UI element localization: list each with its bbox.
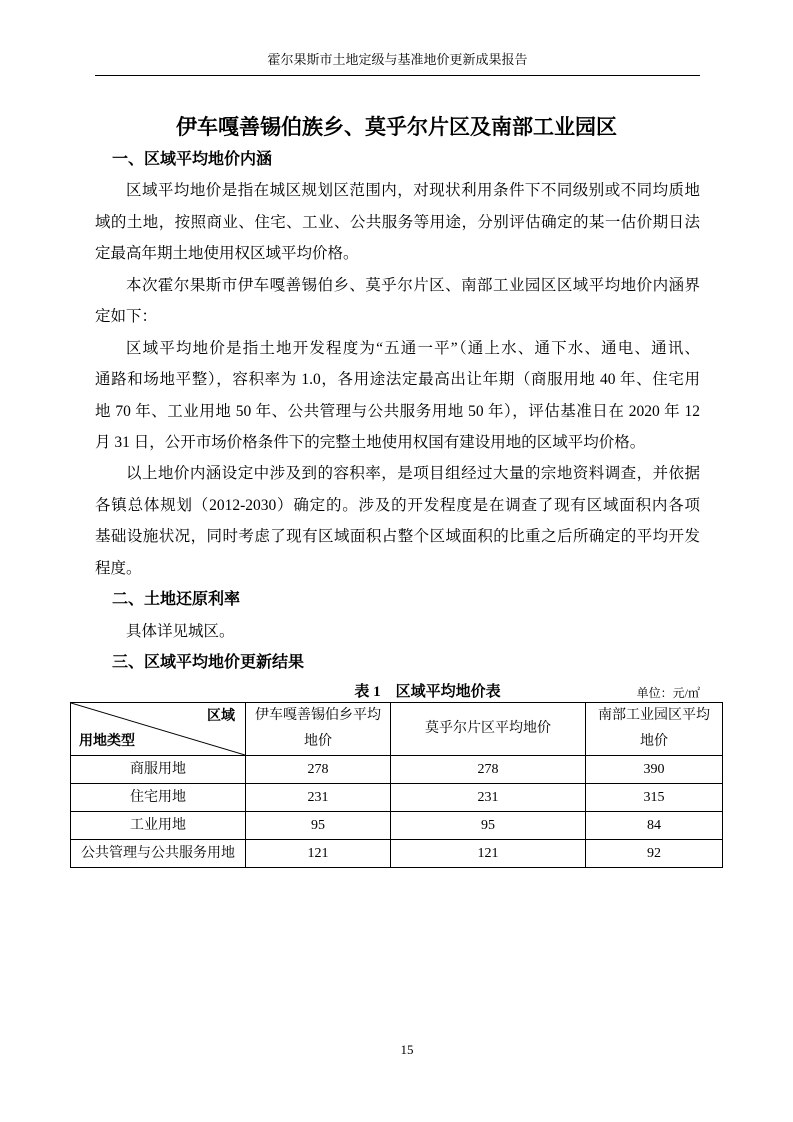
- column-header: 南部工业园区平均地价: [586, 703, 723, 756]
- price-cell: 92: [586, 840, 723, 868]
- section-heading: 二、土地还原利率: [112, 591, 241, 609]
- running-header: 霍尔果斯市土地定级与基准地价更新成果报告: [267, 52, 528, 67]
- paragraph-line: 具体详见城区。: [126, 622, 235, 640]
- price-cell: 278: [246, 756, 391, 784]
- land-use-type-cell: 住宅用地: [71, 784, 246, 812]
- price-cell: 121: [246, 840, 391, 868]
- corner-label-region: 区域: [207, 709, 235, 724]
- price-cell: 315: [586, 784, 723, 812]
- paragraph-line: 月 31 日，公开市场价格条件下的完整土地使用权国有建设用地的区域平均价格。: [95, 433, 646, 451]
- paragraph-line: 域的土地，按照商业、住宅、工业、公共服务等用途，分别评估确定的某一估价期日法: [95, 213, 700, 231]
- paragraph: [95, 616, 700, 647]
- table-corner-cell: [71, 703, 246, 756]
- paragraph-line: 定如下：: [95, 308, 158, 326]
- body-text: [95, 144, 700, 678]
- paragraph-line: 程度。: [95, 559, 142, 577]
- paragraph-line: 区域平均地价是指土地开发程度为“五通一平”（通上水、通下水、通电、通讯、: [126, 339, 700, 357]
- page-title: 伊车嘎善锡伯族乡、莫乎尔片区及南部工业园区: [176, 115, 617, 139]
- table-unit: 单位：元/㎡: [636, 686, 700, 700]
- price-cell: 390: [586, 756, 723, 784]
- price-table: [70, 702, 723, 868]
- price-cell: 231: [391, 784, 586, 812]
- paragraph-line: 本次霍尔果斯市伊车嘎善锡伯乡、莫乎尔片区、南部工业园区区域平均地价内涵界: [126, 276, 700, 294]
- paragraph: [95, 333, 700, 459]
- paragraph: [95, 175, 700, 269]
- paragraph-line: 通路和场地平整），容积率为 1.0，各用途法定最高出让年期（商服用地 40 年、住宅用: [95, 371, 700, 389]
- paragraph-line: 基础设施状况，同时考虑了现有区域面积占整个区域面积的比重之后所确定的平均开发: [95, 528, 700, 546]
- price-cell: 95: [391, 812, 586, 840]
- land-use-type-cell: 公共管理与公共服务用地: [71, 840, 246, 868]
- land-use-type-cell: 商服用地: [71, 756, 246, 784]
- paragraph-line: 区域平均地价是指在城区规划区范围内，对现状利用条件下不同级别或不同均质地: [126, 182, 700, 200]
- column-header: 伊车嘎善锡伯乡平均地价: [246, 703, 391, 756]
- table-row: [71, 840, 723, 868]
- price-cell: 84: [586, 812, 723, 840]
- land-use-type-cell: 工业用地: [71, 812, 246, 840]
- table-row: [71, 812, 723, 840]
- corner-label-land-use: 用地类型: [79, 734, 135, 749]
- section-heading: 一、区域平均地价内涵: [112, 151, 273, 168]
- table-row: [71, 784, 723, 812]
- page-number: 15: [400, 1042, 414, 1057]
- table-caption: 表 1 区域平均地价表: [354, 684, 501, 700]
- paragraph: [95, 270, 700, 333]
- price-cell: 231: [246, 784, 391, 812]
- section-heading: 三、区域平均地价更新结果: [112, 654, 305, 671]
- table-row: [71, 756, 723, 784]
- header-rule: [95, 75, 700, 76]
- price-cell: 121: [391, 840, 586, 868]
- paragraph-line: 各镇总体规划（2012-2030）确定的。涉及的开发程度是在调查了现有区域面积内各项: [95, 496, 700, 514]
- paragraph-line: 定最高年期土地使用权区域平均价格。: [95, 245, 359, 263]
- price-cell: 278: [391, 756, 586, 784]
- paragraph-line: 以上地价内涵设定中涉及到的容积率，是项目组经过大量的宗地资料调查，并依据: [126, 465, 700, 483]
- paragraph: [95, 458, 700, 584]
- table-header-row: [71, 703, 723, 756]
- price-cell: 95: [246, 812, 391, 840]
- column-header: 莫乎尔片区平均地价: [391, 703, 586, 756]
- paragraph-line: 地 70 年、工业用地 50 年、公共管理与公共服务用地 50 年），评估基准日在 2020 年 12: [95, 402, 700, 420]
